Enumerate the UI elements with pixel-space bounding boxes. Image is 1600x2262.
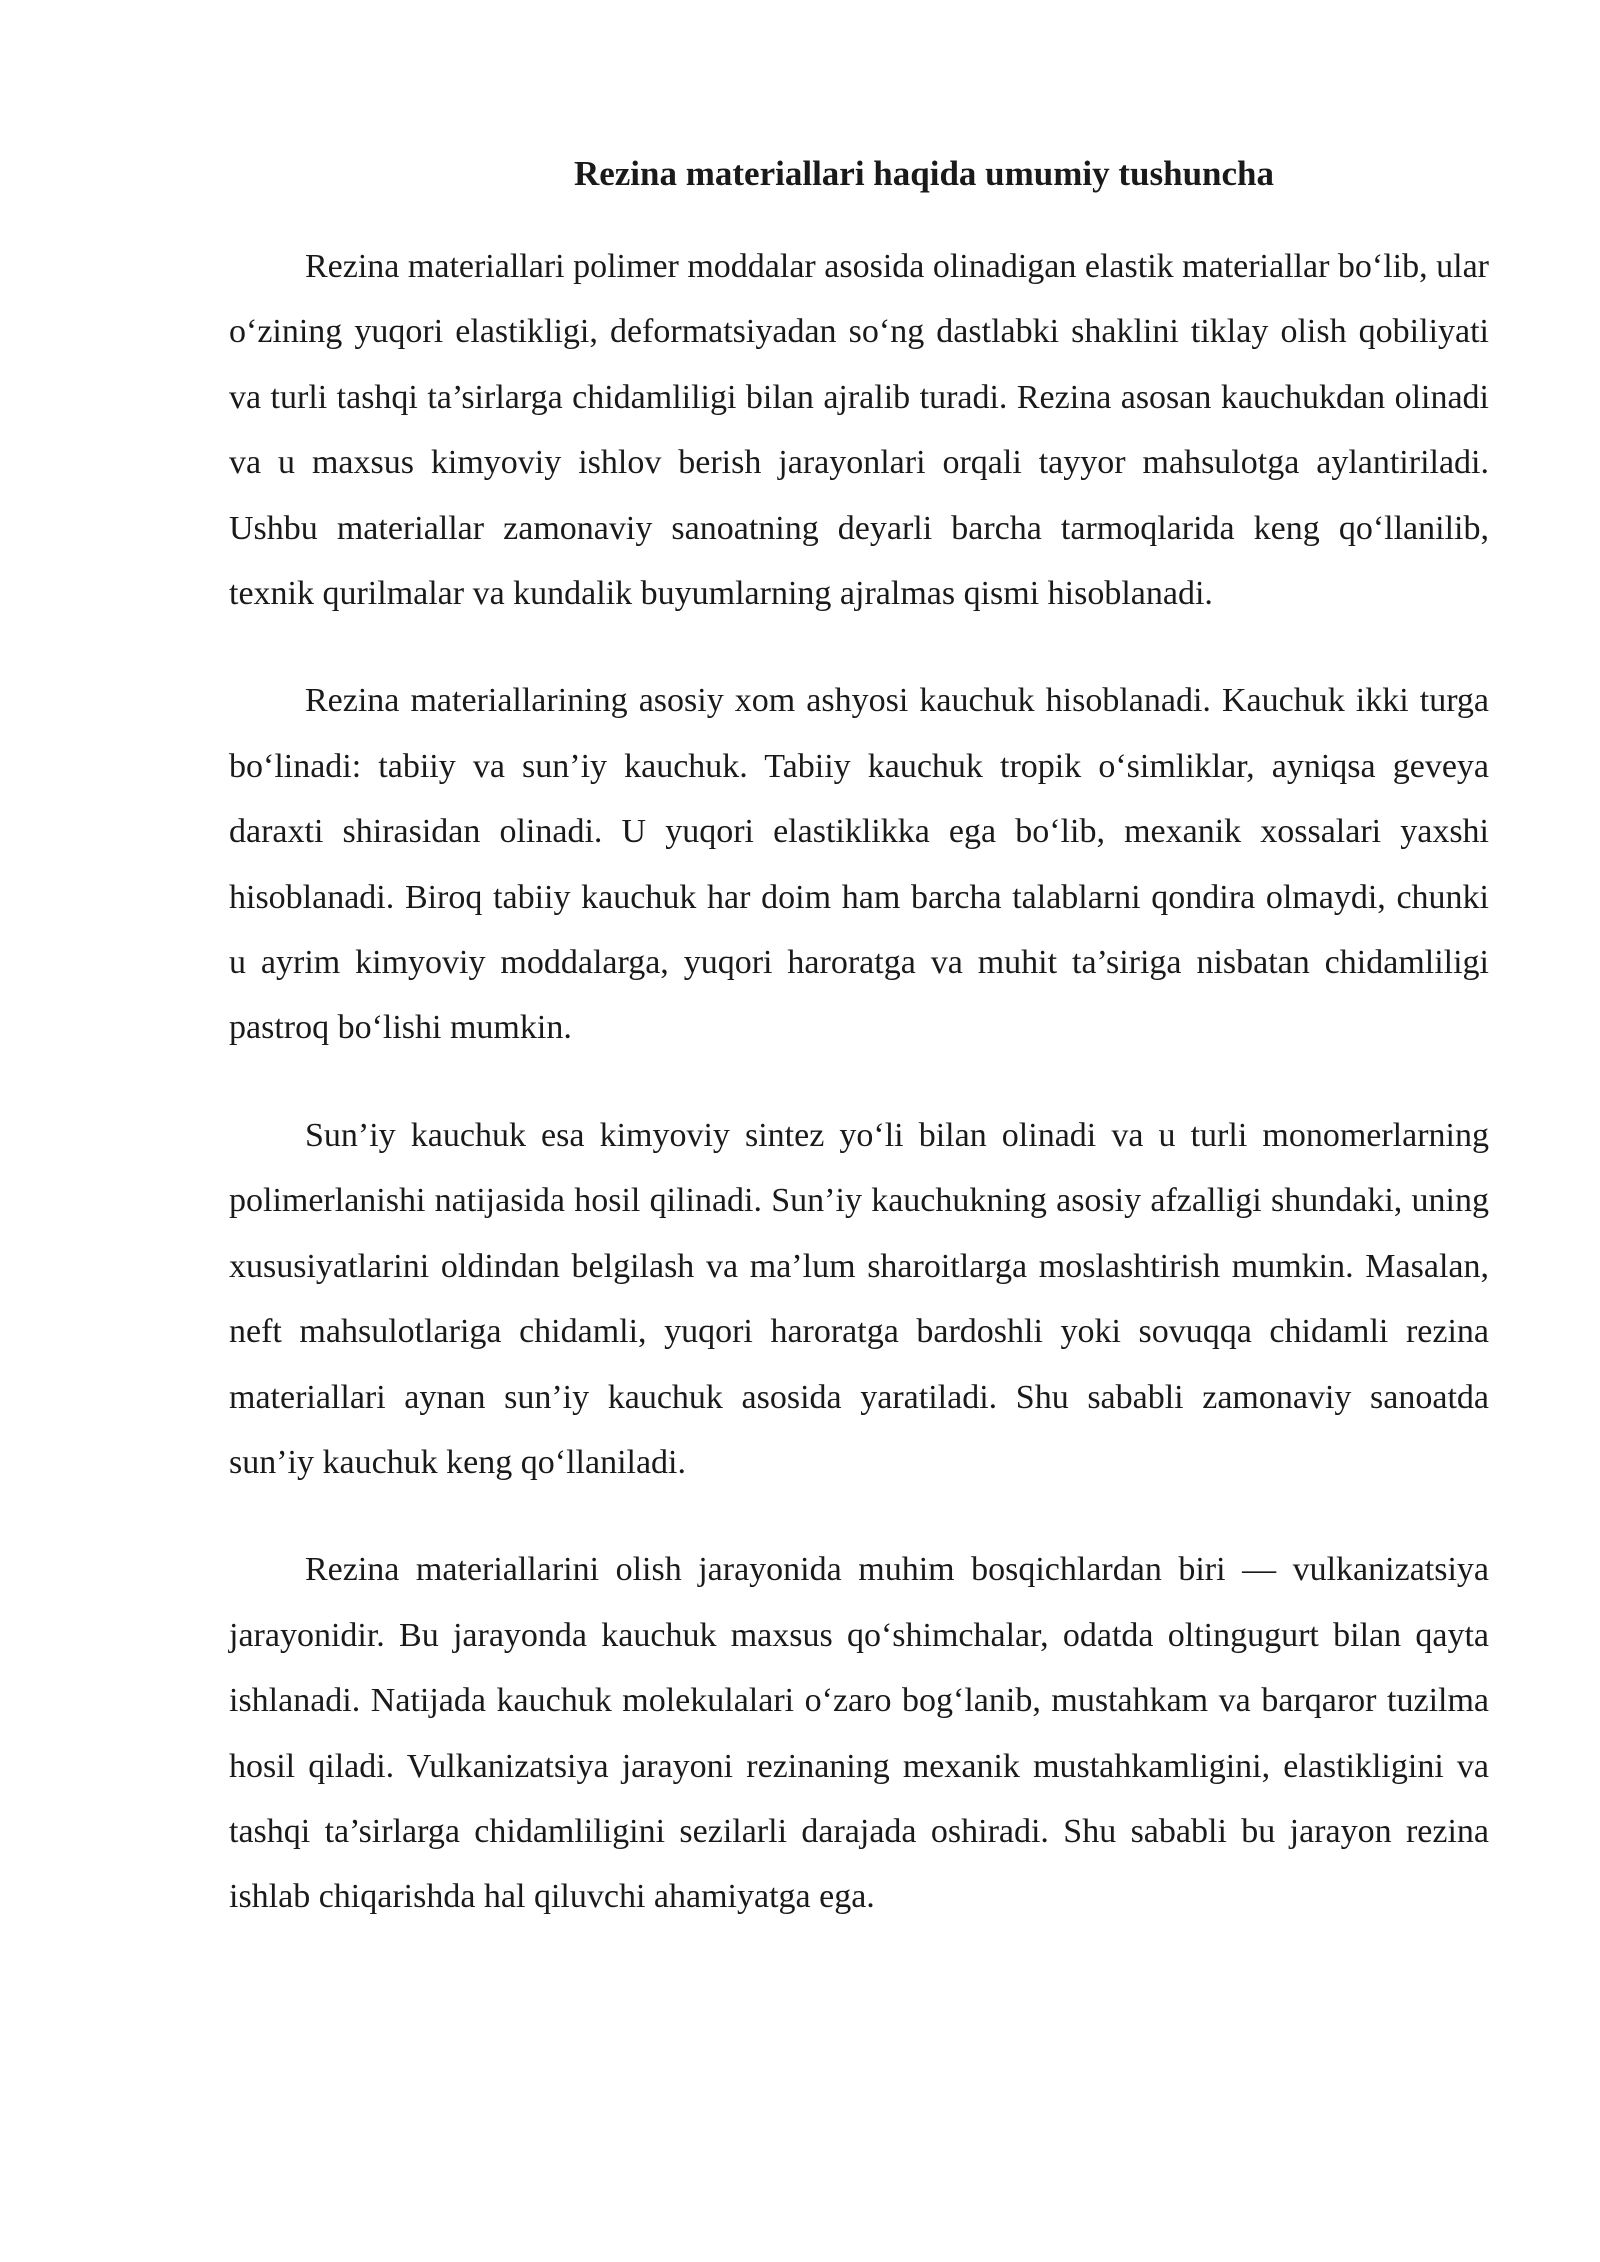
- document-body: [229, 148, 1489, 1972]
- document-title: Rezina materiallari haqida umumiy tushuncha: [573, 154, 1275, 193]
- paragraph-3: Sun’iy kauchuk esa kimyoviy sintez yo‘li bilan olinadi va u turli monomerlarning polimerlanishi natijasida hosil qilinadi. Sun’iy kauchukning asosiy afzalligi shundaki, uning xususiyatlarini oldindan belgilash va ma’lum sharoitlarga moslashtirish mumkin. Masalan, neft mahsulotlariga chidamli, yuqori haroratga bardoshli yoki sovuqqa chidamli rezina materiallari aynan sun’iy kauchuk asosida yaratiladi. Shu sababli zamonaviy sanoatda sun’iy kauchuk keng qo‘llaniladi.: [229, 1116, 1489, 1481]
- paragraph-1: Rezina materiallari polimer moddalar asosida olinadigan elastik materiallar bo‘lib, ular o‘zining yuqori elastikligi, deformatsiyadan so‘ng dastlabki shaklini tiklay olish qobiliyati va turli tashqi ta’sirlarga chidamliligi bilan ajralib turadi. Rezina asosan kauchukdan olinadi va u maxsus kimyoviy ishlov berish jarayonlari orqali tayyor mahsulotga aylantiriladi. Ushbu materiallar zamonaviy sanoatning deyarli barcha tarmoqlarida keng qo‘llanilib, texnik qurilmalar va kundalik buyumlarning ajralmas qismi hisoblanadi.: [229, 248, 1489, 613]
- paragraph-2: Rezina materiallarining asosiy xom ashyosi kauchuk hisoblanadi. Kauchuk ikki turga bo‘linadi: tabiiy va sun’iy kauchuk. Tabiiy kauchuk tropik o‘simliklar, ayniqsa geveya daraxti shirasidan olinadi. U yuqori elastiklikka ega bo‘lib, mexanik xossalari yaxshi hisoblanadi. Biroq tabiiy kauchuk har doim ham barcha talablarni qondira olmaydi, chunki u ayrim kimyoviy moddalarga, yuqori haroratga va muhit ta’siriga nisbatan chidamliligi pastroq bo‘lishi mumkin.: [229, 682, 1489, 1047]
- paragraph-4: Rezina materiallarini olish jarayonida muhim bosqichlardan biri — vulkanizatsiya jarayonidir. Bu jarayonda kauchuk maxsus qo‘shimchalar, odatda oltingugurt bilan qayta ishlanadi. Natijada kauchuk molekulalari o‘zaro bog‘lanib, mustahkam va barqaror tuzilma hosil qiladi. Vulkanizatsiya jarayoni rezinaning mexanik mustahkamligini, elastikligini va tashqi ta’sirlarga chidamliligini sezilarli darajada oshiradi. Shu sababli bu jarayon rezina ishlab chiqarishda hal qiluvchi ahamiyatga ega.: [229, 1551, 1489, 1916]
